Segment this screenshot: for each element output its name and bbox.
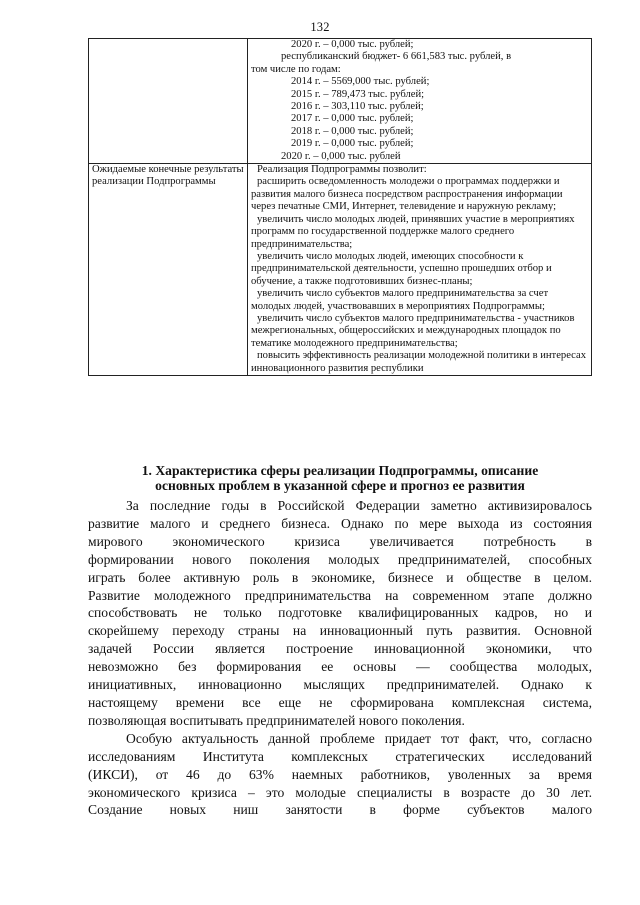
section-heading xyxy=(88,463,592,493)
paragraph-line: играть более активную роль в экономике, бизнесе и обществе в целом. xyxy=(88,569,592,585)
paragraph-line: задачей России является построение инновационной экономики, что xyxy=(88,641,592,657)
paragraph-line: (ИКСИ), от 46 до 63% наемных работников, уволенных за время xyxy=(88,766,592,782)
expected-results-cell xyxy=(248,164,592,376)
funding-line: 2014 г. – 5569,000 тыс. рублей; xyxy=(291,76,430,88)
paragraph-line: скорейшему переходу страны на инновационный путь развития. Основной xyxy=(88,623,592,639)
funding-line: 2019 г. – 0,000 тыс. рублей; xyxy=(291,138,414,150)
result-item: увеличить число субъектов малого предпринимательства за счет молодых людей, участвовавших в мероприятиях Подпрограммы; xyxy=(251,288,549,312)
funding-line: том числе по годам: xyxy=(251,63,341,75)
paragraph-line: экономического кризиса – это молодые специалисты в возрасте до 30 лет. xyxy=(88,784,592,800)
result-item: увеличить число субъектов малого предпринимательства - участников межрегиональных, общероссийских и международных площадок по тематике молодежного предпринимательства; xyxy=(251,312,575,349)
funding-line: 2020 г. – 0,000 тыс. рублей; xyxy=(291,39,414,50)
paragraph-line: мирового экономического кризиса увеличивается потребность в xyxy=(88,533,592,549)
paragraph-line: исследованиям Института комплексных стратегических исследований xyxy=(88,748,592,764)
paragraph-line: позволяющая воспитывать предпринимателей нового поколения. xyxy=(88,712,465,728)
result-item: увеличить число молодых людей, принявших участие в мероприятиях программ по государственной поддержке малого среднего предпринимательства; xyxy=(251,213,575,250)
funding-line: 2016 г. – 303,110 тыс. рублей; xyxy=(291,101,424,113)
paragraph-line: Развитие молодежного предпринимательства на современном этапе должно xyxy=(88,587,592,603)
expected-results-label: Ожидаемые конечные результаты реализации Подпрограммы xyxy=(89,164,248,376)
paragraph-line: Особую актуальность данной проблеме придает тот факт, что, согласно xyxy=(126,730,592,746)
funding-line: 2015 г. – 789,473 тыс. рублей; xyxy=(291,88,425,100)
paragraph-line: За последние годы в Российской Федерации заметно активизировалось xyxy=(126,498,592,513)
expected-results-row xyxy=(89,164,592,376)
paragraph-line: невозможно без формирования ее основы — сообщества молодых, xyxy=(88,659,592,675)
funding-row xyxy=(89,39,592,164)
result-item: увеличить число молодых людей, имеющих способности к предпринимательской деятельности, успешно прошедших отбор и обучение, а также подготовивших бизнес-планы; xyxy=(251,250,552,287)
section-body xyxy=(88,497,592,819)
funding-line: республиканский бюджет- 6 661,583 тыс. рублей, в xyxy=(281,51,512,63)
paragraph-line: Создание новых ниш занятости в форме субъектов малого xyxy=(88,802,592,818)
funding-line: 2020 г. – 0,000 тыс. рублей xyxy=(281,150,401,162)
paragraph-line: формировании нового поколения молодых предпринимателей, способных xyxy=(88,551,592,567)
results-intro: Реализация Подпрограммы позволит: xyxy=(257,164,427,176)
section-heading-line: основных проблем в указанной сфере и прогноз ее развития xyxy=(155,478,525,493)
paragraph-line: инициативных, инновационно мыслящих предпринимателей. Однако к xyxy=(88,677,592,693)
funding-line: 2018 г. – 0,000 тыс. рублей; xyxy=(291,125,414,137)
funding-label-cell xyxy=(89,39,248,164)
paragraph-line: настоящему времени все еще не сформирована комплексная система, xyxy=(88,694,592,710)
paragraph-line: развитие малого и среднего бизнеса. Однако по мере выхода из состояния xyxy=(88,515,592,531)
page-number: 132 xyxy=(310,20,330,34)
paragraph-line: способствовать не только подготовке квалифицированных кадров, но и xyxy=(88,605,592,621)
funding-line: 2017 г. – 0,000 тыс. рублей; xyxy=(291,113,414,125)
result-item: расширить осведомленность молодежи о программах поддержки и развития малого бизнеса посредством распространения информации через печатные СМИ, Интернет, телевидение и наружную рекламу; xyxy=(251,176,563,213)
section-heading-line: 1. Характеристика сферы реализации Подпрограммы, описание xyxy=(141,463,539,478)
result-item: повысить эффективность реализации молодежной политики в интересах инновационного развития республики xyxy=(251,350,586,374)
subprogram-passport-table xyxy=(88,38,592,376)
funding-values-cell xyxy=(248,39,592,164)
